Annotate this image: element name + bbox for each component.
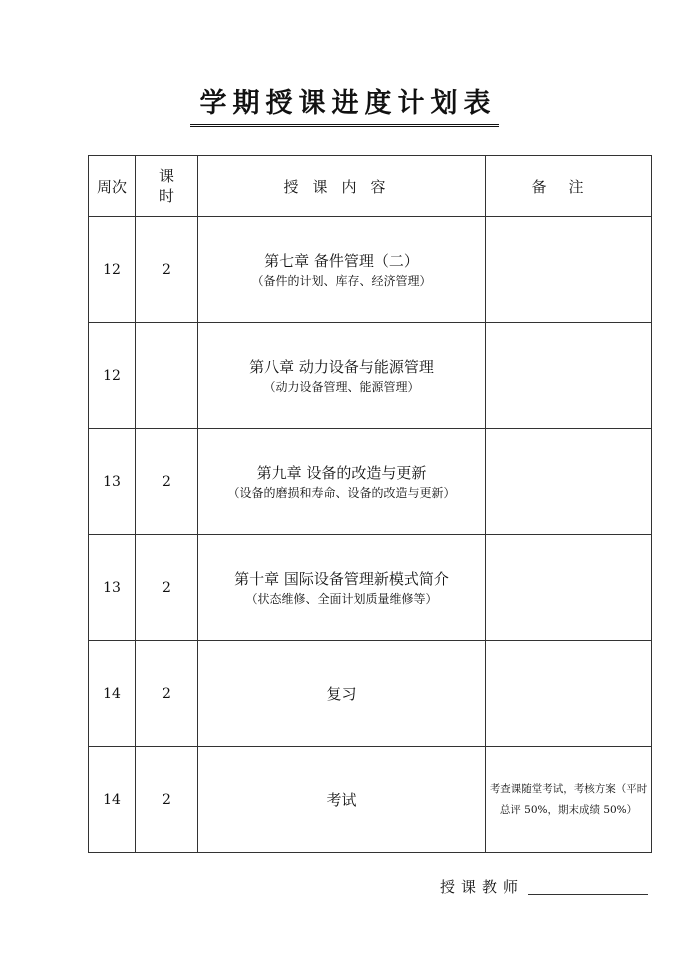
- header-hours-line2: 时: [158, 187, 174, 205]
- hours-cell: 2: [136, 429, 198, 535]
- header-week: 周次: [89, 156, 136, 217]
- hours-cell: 2: [136, 747, 198, 853]
- content-main: 第七章 备件管理（二）: [264, 251, 419, 270]
- teacher-label: 授课教师: [440, 878, 525, 896]
- content-sub: （设备的磨损和寿命、设备的改造与更新）: [227, 485, 456, 500]
- week-cell: 12: [89, 323, 136, 429]
- content-main: 第十章 国际设备管理新模式简介: [234, 569, 449, 588]
- page-title: 学期授课进度计划表: [190, 86, 499, 127]
- week-cell: 13: [89, 535, 136, 641]
- header-hours-line1: 课: [158, 167, 174, 185]
- hours-cell: 2: [136, 217, 198, 323]
- content-sub: （状态维修、全面计划质量维修等）: [245, 591, 438, 606]
- table-row: [89, 323, 652, 429]
- week-cell: 12: [89, 217, 136, 323]
- note-cell: [486, 641, 652, 747]
- table-row: [89, 429, 652, 535]
- content-main: 第八章 动力设备与能源管理: [249, 357, 434, 376]
- note-cell: [486, 429, 652, 535]
- content-cell: [198, 429, 486, 535]
- schedule-table: [88, 155, 652, 853]
- content-cell: [198, 747, 486, 853]
- header-notes: 备注: [486, 156, 652, 217]
- content-sub: （备件的计划、库存、经济管理）: [251, 273, 432, 288]
- title-wrap: [0, 86, 688, 127]
- table-row: [89, 747, 652, 853]
- week-cell: 13: [89, 429, 136, 535]
- table-row: [89, 217, 652, 323]
- content-cell: [198, 323, 486, 429]
- content-main: 复习: [326, 685, 357, 703]
- content-cell: [198, 641, 486, 747]
- header-hours: [136, 156, 198, 217]
- teacher-signature-line: [528, 894, 648, 895]
- content-cell: [198, 535, 486, 641]
- table-row: [89, 535, 652, 641]
- content-cell: [198, 217, 486, 323]
- hours-cell: 2: [136, 535, 198, 641]
- header-content: 授课内容: [198, 156, 486, 217]
- content-main: 考试: [326, 791, 357, 809]
- hours-cell: 2: [136, 641, 198, 747]
- content-sub: （动力设备管理、能源管理）: [263, 379, 420, 394]
- week-cell: 14: [89, 641, 136, 747]
- note-cell: [486, 535, 652, 641]
- note-cell: [486, 323, 652, 429]
- hours-cell: [136, 323, 198, 429]
- table-row: [89, 641, 652, 747]
- week-cell: 14: [89, 747, 136, 853]
- note-cell: 考查课随堂考试，考核方案（平时总评 50%，期末成绩 50%）: [486, 747, 652, 853]
- header-row: [89, 156, 652, 217]
- content-main: 第九章 设备的改造与更新: [256, 463, 427, 482]
- note-cell: [486, 217, 652, 323]
